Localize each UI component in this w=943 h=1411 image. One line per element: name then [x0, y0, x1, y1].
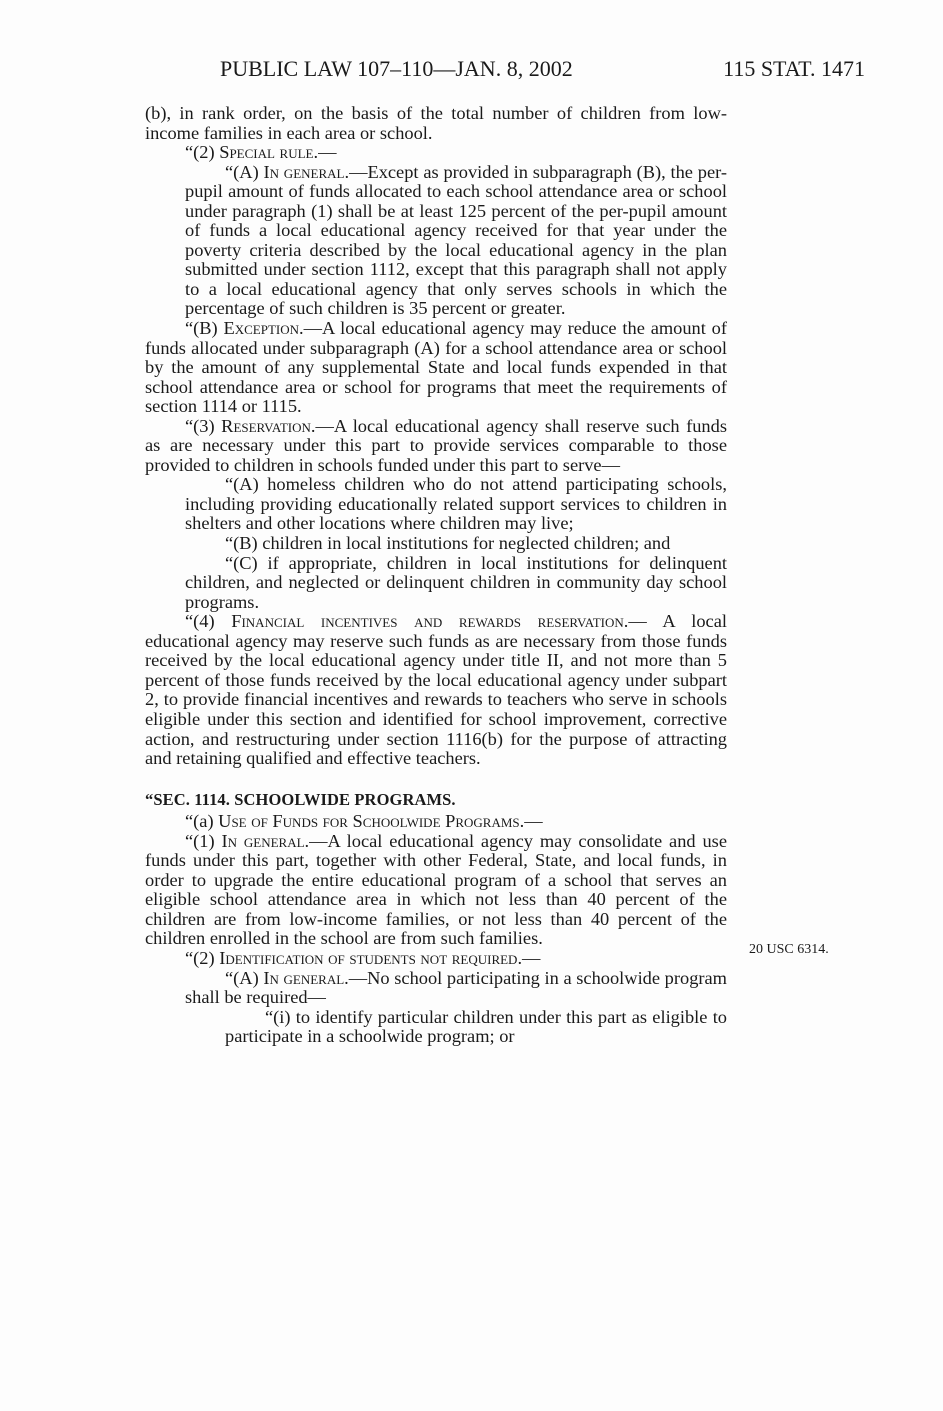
- subparagraph-homeless: “(A) homeless children who do not attend participating schools, including providing educationally related support services to children in shelters and other locations where children may live;: [185, 474, 727, 534]
- clause-identify-children: “(i) to identify particular children under this part as eligible to participate in a schoolwide program; or: [225, 1006, 727, 1047]
- paragraph-heading: Identification of students not required.: [219, 947, 523, 968]
- paragraph-heading: In general.: [221, 830, 310, 851]
- subsection-use-of-funds: “(a) Use of Funds for Schoolwide Programs.—: [185, 811, 543, 832]
- paragraph-identification: “(2) Identification of students not required.—: [185, 947, 541, 968]
- statute-body: [145, 104, 727, 1047]
- subparagraph-exception: “(B) Exception.—A local educational agency may reduce the amount of funds allocated under subparagraph (A) for a school attendance area or school by the amount of any supplemental State and local funds expended in that school attendance area or school for programs that meet the requirements of section 1114 or 1115.: [145, 318, 727, 417]
- paragraph-in-general: “(1) In general.—A local educational agency may consolidate and use funds under this part, together with other Federal, State, and local funds, in order to upgrade the entire educational program of a school that serves an eligible school attendance area in which not less than 40 percent of the children are from low-income families, or not less than 40 percent of the children enrolled in the school are from such families.: [145, 830, 727, 949]
- subparagraph-heading: In general.: [263, 161, 350, 182]
- running-title: PUBLIC LAW 107–110—JAN. 8, 2002: [220, 56, 573, 81]
- paragraph-heading: Special rule.: [219, 142, 319, 163]
- subsection-heading: Use of Funds for Schoolwide Programs.: [218, 811, 525, 832]
- subparagraph-in-general-2: “(A) In general.—No school participating in a schoolwide program shall be required—: [185, 967, 727, 1008]
- paragraph-continuation: (b), in rank order, on the basis of the total number of children from low-income families in each area or school.: [145, 103, 727, 143]
- subparagraph-delinquent: “(C) if appropriate, children in local institutions for delinquent children, and neglected or delinquent children in community day school programs.: [185, 552, 727, 612]
- paragraph-reservation: “(3) Reservation.—A local educational agency shall reserve such funds as are necessary under this part to provide services comparable to those provided to children in schools funded under this part to serve—: [145, 415, 727, 475]
- paragraph-special-rule: “(2) Special rule.—: [185, 142, 337, 163]
- paragraph-financial-incentives: “(4) Financial incentives and rewards reservation.— A local educational agency may reserve such funds as are necessary from those funds received by the local educational agency under title II, and not more than 5 percent of those funds received by the local educational agency under subpart 2, to provide financial incentives and rewards to teachers who serve in schools eligible under this section and identified for school improvement, corrective action, and restructuring under section 1116(b) for the purpose of attracting and retaining qualified and effective teachers.: [145, 611, 727, 769]
- page-header: [140, 56, 865, 86]
- subparagraph-neglected: “(B) children in local institutions for neglected children; and: [225, 533, 671, 554]
- usc-margin-citation: 20 USC 6314.: [749, 942, 829, 957]
- subparagraph-in-general: “(A) In general.—Except as provided in subparagraph (B), the per-pupil amount of funds allocated to each school attendance area or school under paragraph (1) shall be at least 125 percent of the per-pupil amount of funds a local educational agency received for that year under the poverty criteria described by the local educational agency in the plan submitted under section 1112, except that this paragraph shall not apply to a local educational agency that only serves schools in which the percentage of such children is 35 percent or greater.: [185, 161, 728, 319]
- subparagraph-heading: Exception.: [223, 318, 304, 339]
- section-heading: “SEC. 1114. SCHOOLWIDE PROGRAMS.: [145, 789, 456, 809]
- page-number: 115 STAT. 1471: [723, 56, 865, 81]
- paragraph-heading: Financial incentives and rewards reservation.: [231, 611, 629, 632]
- subparagraph-heading: In general.: [263, 967, 349, 988]
- paragraph-heading: Reservation.: [221, 415, 316, 436]
